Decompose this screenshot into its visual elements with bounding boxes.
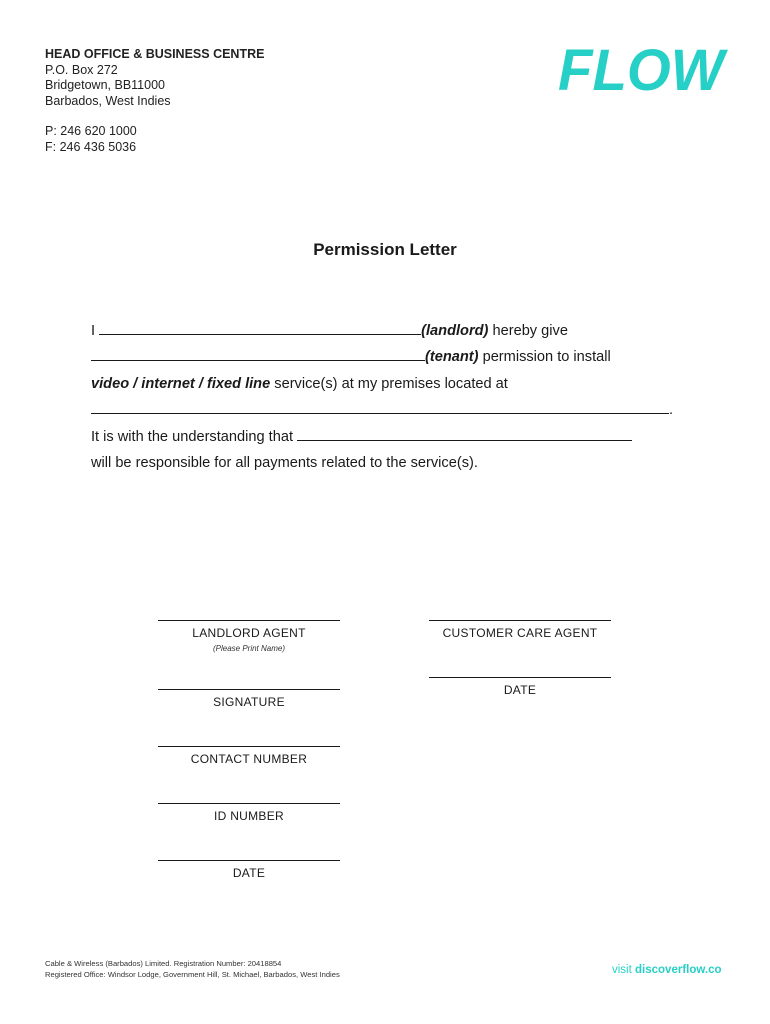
date-field-left[interactable]: [158, 860, 340, 880]
date-label-left: DATE: [232, 866, 266, 880]
signature-line: [158, 689, 340, 690]
po-box: P.O. Box 272: [45, 62, 118, 77]
responsible-party-blank[interactable]: [297, 426, 632, 441]
registration-number: Cable & Wireless (Barbados) Limited. Registration Number: 20418854: [45, 959, 282, 968]
premises-address-blank[interactable]: [91, 399, 669, 414]
contact-number-label: CONTACT NUMBER: [190, 752, 308, 766]
id-number-label: ID NUMBER: [213, 809, 285, 823]
signature-line: [158, 860, 340, 861]
contact-number-field[interactable]: [158, 746, 340, 766]
footer-website: [612, 964, 722, 976]
website-link[interactable]: discoverflow.co: [635, 964, 722, 976]
letter-line-6: [91, 450, 681, 477]
line1-suffix: hereby give: [492, 323, 568, 339]
landlord-label: (landlord): [421, 323, 489, 339]
line5-prefix: It is with the understanding that: [91, 429, 294, 445]
flow-logo-text: FLOW: [558, 38, 728, 100]
fax-number: F: 246 436 5036: [45, 139, 137, 154]
line2-suffix: permission to install: [482, 349, 611, 365]
services-label: video / internet / fixed line: [91, 376, 271, 392]
signature-line: [429, 677, 611, 678]
line4-end: .: [669, 402, 674, 418]
please-print-hint: (Please Print Name): [212, 644, 286, 653]
landlord-name-blank[interactable]: [99, 320, 421, 335]
landlord-agent-field[interactable]: [158, 620, 340, 653]
registered-office: Registered Office: Windsor Lodge, Government Hill, St. Michael, Barbados, West Indies: [45, 970, 340, 979]
id-number-field[interactable]: [158, 803, 340, 823]
text-i: I: [91, 323, 96, 339]
city: Bridgetown, BB11000: [45, 78, 165, 92]
signature-label: SIGNATURE: [213, 695, 285, 709]
visit-text: visit: [612, 964, 632, 976]
page-title: Permission Letter: [313, 240, 457, 259]
signature-line: [158, 620, 340, 621]
footer-registration-info: [45, 958, 340, 980]
signature-line: [158, 746, 340, 747]
letter-line-2: [91, 344, 681, 371]
tenant-name-blank[interactable]: [91, 346, 425, 361]
letter-line-5: [91, 424, 681, 451]
country: Barbados, West Indies: [45, 93, 171, 108]
line6-text: will be responsible for all payments related to the service(s).: [91, 455, 478, 471]
office-address: [45, 47, 264, 155]
date-label-right: DATE: [503, 683, 537, 697]
customer-care-agent-field[interactable]: [429, 620, 611, 640]
landlord-agent-label: LANDLORD AGENT: [192, 626, 306, 640]
signature-field[interactable]: [158, 689, 340, 709]
signature-line: [429, 620, 611, 621]
phone-number: P: 246 620 1000: [45, 124, 137, 138]
tenant-label: (tenant): [425, 349, 479, 365]
flow-logo: [556, 38, 728, 100]
line3-suffix: service(s) at my premises located at: [274, 376, 508, 392]
date-field-right[interactable]: [429, 677, 611, 697]
signature-line: [158, 803, 340, 804]
letter-line-3: [91, 371, 681, 398]
letter-line-4: [91, 397, 681, 424]
office-title: HEAD OFFICE & BUSINESS CENTRE: [45, 47, 265, 61]
letter-line-1: [91, 318, 681, 345]
customer-care-agent-label: CUSTOMER CARE AGENT: [442, 626, 598, 640]
